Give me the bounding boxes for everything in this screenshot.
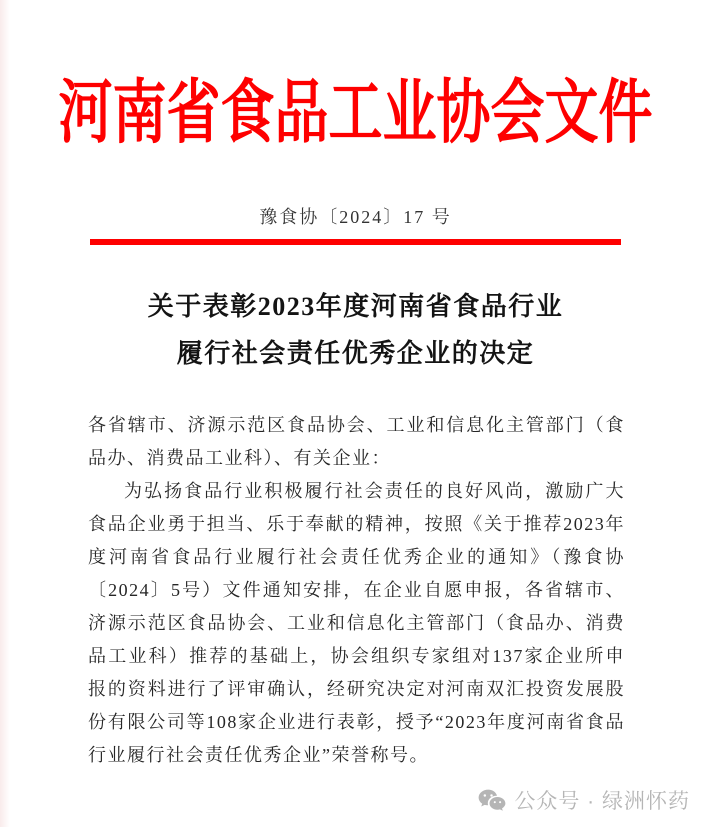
doc-title	[0, 283, 711, 377]
red-divider-line	[90, 239, 621, 245]
org-header-title: 河南省食品工业协会文件	[58, 74, 653, 152]
watermark-text: 公众号 · 绿洲怀药	[514, 790, 690, 813]
doc-title-line1: 关于表彰2023年度河南省食品行业	[147, 292, 564, 321]
salutation-paragraph: 各省辖市、济源示范区食品协会、工业和信息化主管部门（食品办、消费品工业科）、有关企业：	[88, 415, 625, 468]
wechat-icon	[478, 788, 506, 812]
document-body	[88, 409, 625, 772]
doc-title-line2: 履行社会责任优秀企业的决定	[176, 339, 535, 368]
watermark	[478, 785, 690, 815]
doc-number: 豫食协〔2024〕17 号	[259, 207, 452, 227]
main-paragraph: 为弘扬食品行业积极履行社会责任的良好风尚，激励广大食品企业勇于担当、乐于奉献的精神，按照《关于推荐2023年度河南省食品行业履行社会责任优秀企业的通知》（豫食协〔2024〕5号）文件通知安排，在企业自愿申报，各省辖市、济源示范区食品协会、工业和信息化主管部门（食品办、消费品工业科）推荐的基础上，协会组织专家组对137家企业所申报的资料进行了评审确认，经研究决定对河南双汇投资发展股份有限公司等108家企业进行表彰，授予“2023年度河南省食品行业履行社会责任优秀企业”荣誉称号。	[88, 481, 625, 765]
